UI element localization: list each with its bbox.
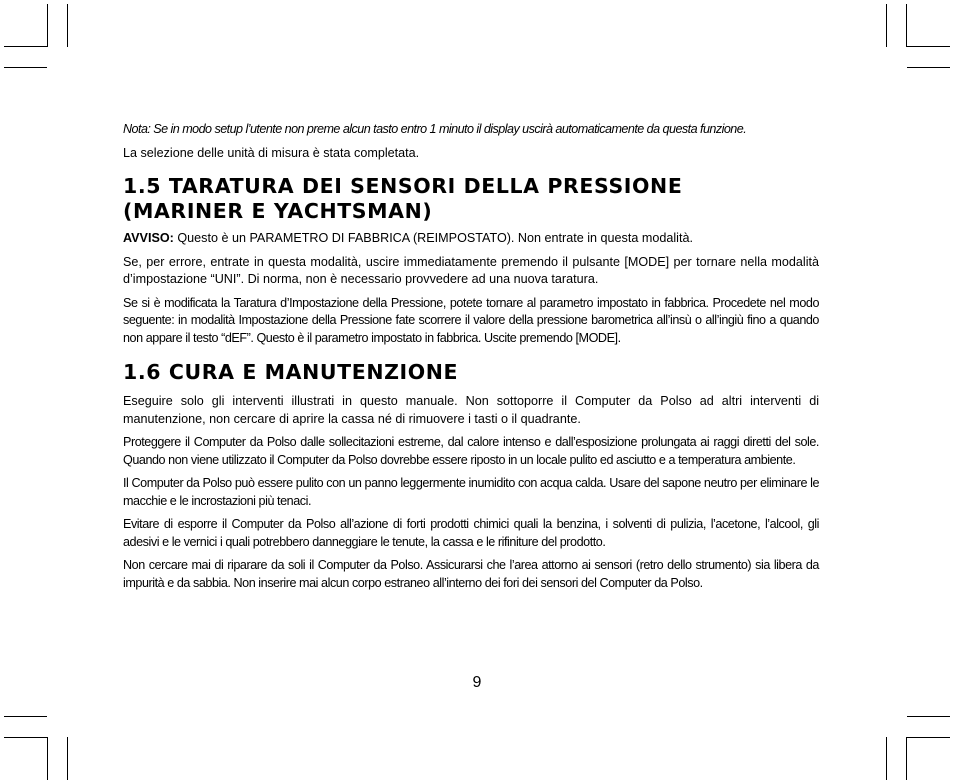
completion-text: La selezione delle unità di misura è stata completata.: [123, 145, 420, 160]
section-1-6-para5: Non cercare mai di riparare da soli il Computer da Polso. Assicurarsi che l’area attorno ai sensori (retro dello strumento) sia libera da impurità e da sabbia. Non inserire mai alcun corpo estraneo all’interno dei fori dei sensori del Computer da Polso.: [123, 558, 819, 590]
section-1-6-heading: 1.6 CURA E MANUTENZIONE: [123, 360, 459, 384]
page-content: [123, 121, 819, 592]
section-1-6-para1: Eseguire solo gli interventi illustrati in questo manuale. Non sottoporre il Computer da Polso ad altri interventi di manutenzione, non cercare di aprire la cassa né di rimuovere i tasti o il quadrante.: [123, 394, 819, 426]
section-1-5-heading: [123, 174, 819, 224]
warning-paragraph: [123, 230, 819, 248]
section-1-6-para2: Proteggere il Computer da Polso dalle sollecitazioni estreme, dal calore intenso e dall’esposizione prolungata ai raggi diretti del sole. Quando non viene utilizzato il Computer da Polso dovrebbe essere riposto in un locale pulito ed asciutto e a temperatura ambiente.: [123, 435, 819, 467]
section-1-5-para2: Se si è modificata la Taratura d’Impostazione della Pressione, potete tornare al parametro impostato in fabbrica. Procedete nel modo seguente: in modalità Impostazione della Pressione fate scorrere il valore della pressione barometrica all’insù o all’ingiù fino a quando non appare il testo “dEF”. Questo è il parametro impostato in fabbrica. Uscite premendo [MODE].: [123, 295, 819, 345]
section-1-5-title-line2: (MARINER E YACHTSMAN): [123, 199, 433, 223]
page-number: 9: [472, 674, 482, 691]
setup-note: Nota: Se in modo setup l’utente non preme alcun tasto entro 1 minuto il display uscirà automaticamente da questa funzione.: [123, 122, 747, 136]
section-1-5-title-line1: 1.5 TARATURA DEI SENSORI DELLA PRESSIONE: [123, 174, 683, 198]
warning-label: AVVISO:: [123, 231, 174, 245]
section-1-5-para1: Se, per errore, entrate in questa modalità, uscire immediatamente premendo il pulsante [MODE] per tornare nella modalità d’impostazione “UNI”. Di norma, non è necessario provvedere ad una nuova taratura.: [123, 254, 819, 286]
section-1-6-para3: Il Computer da Polso può essere pulito con un panno leggermente inumidito con acqua calda. Usare del sapone neutro per eliminare le macchie e le incrostazioni più tenaci.: [123, 476, 819, 508]
section-1-6-para4: Evitare di esporre il Computer da Polso all’azione di forti prodotti chimici quali la benzina, i solventi di pulizia, l’acetone, l’alcool, gli adesivi e le vernici i quali potrebbero danneggiare le tenute, la cassa e le rifiniture del prodotto.: [123, 517, 819, 549]
warning-text: Questo è un PARAMETRO DI FABBRICA (REIMPOSTATO). Non entrate in questa modalità.: [173, 231, 693, 245]
